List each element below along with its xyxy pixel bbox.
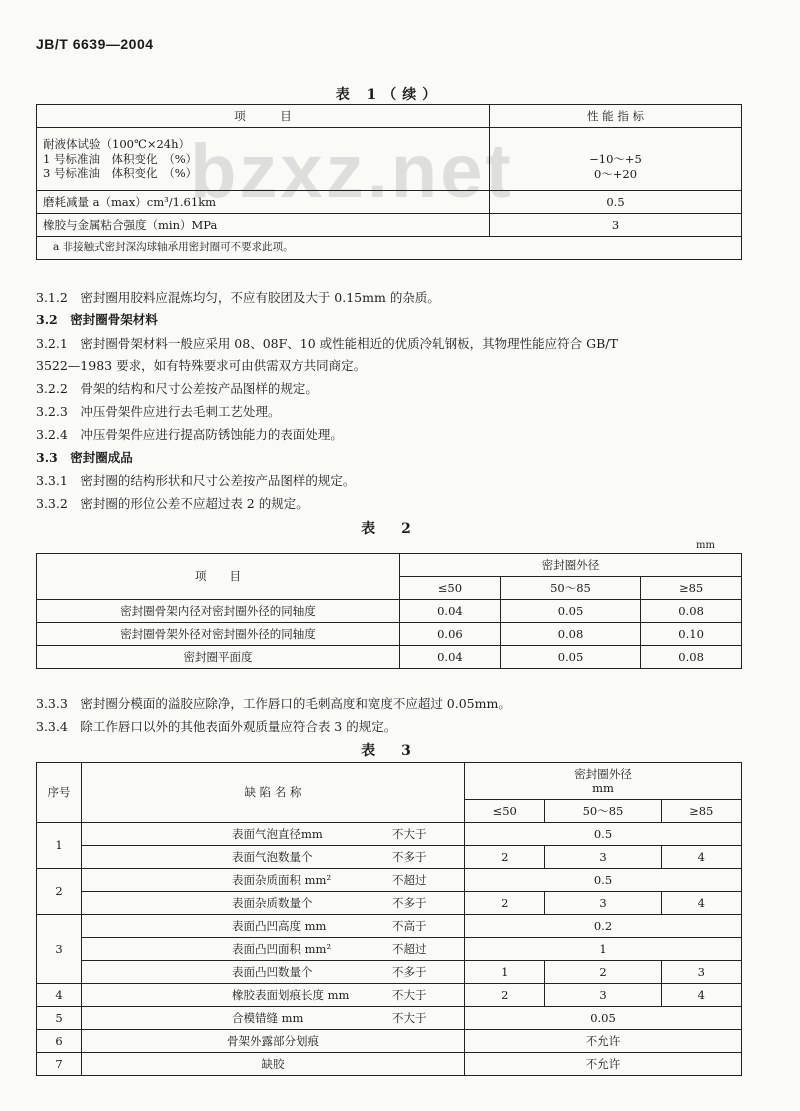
table3-subcol: ≥85 bbox=[661, 800, 741, 823]
table3-no: 3 bbox=[37, 915, 82, 984]
table2-cell: 0.05 bbox=[500, 646, 640, 669]
table3-cell: 2 bbox=[465, 892, 545, 915]
table1-header-item: 项 目 bbox=[37, 105, 490, 128]
table3-no: 7 bbox=[37, 1053, 82, 1076]
table3-no: 5 bbox=[37, 1007, 82, 1030]
table3-cell: 2 bbox=[545, 961, 661, 984]
table1-row-abrasion: 磨耗减量 a（max）cm³/1.61km bbox=[37, 191, 490, 214]
heading-3-3: 3.3 密封圈成品 bbox=[36, 450, 133, 465]
paragraph-3-1-2: 3.1.2 密封圈用胶料应混炼均匀，不应有胶团及大于 0.15mm 的杂质。 bbox=[36, 290, 440, 305]
paragraph-3-2-3: 3.2.3 冲压骨架件应进行去毛刺工艺处理。 bbox=[36, 404, 281, 419]
table3-defect: 缺胶 bbox=[82, 1053, 465, 1076]
table3-cell: 4 bbox=[661, 846, 741, 869]
table3-defect: 骨架外露部分划痕 bbox=[82, 1030, 465, 1053]
table2-cell: 0.04 bbox=[400, 600, 501, 623]
table3-subcol: ≤50 bbox=[465, 800, 545, 823]
paragraph-3-3-1: 3.3.1 密封圈的结构形状和尺寸公差按产品图样的规定。 bbox=[36, 473, 356, 488]
table2-header-group: 密封圈外径 bbox=[400, 554, 742, 577]
table3-header-group-label: 密封圈外径 bbox=[574, 766, 632, 781]
paragraph-3-3-2: 3.3.2 密封圈的形位公差不应超过表 2 的规定。 bbox=[36, 496, 309, 511]
table3-header-no: 序号 bbox=[37, 763, 82, 823]
table1-caption: 表 1（续） bbox=[335, 87, 443, 103]
table3-caption: 表 3 bbox=[361, 743, 417, 759]
standard-code-header: JB/T 6639—2004 bbox=[36, 36, 154, 52]
watermark: bzxz.net bbox=[190, 129, 514, 214]
table3-no: 4 bbox=[37, 984, 82, 1007]
paragraph-3-2-1-cont: 3522—1983 要求，如有特殊要求可由供需双方共同商定。 bbox=[36, 358, 367, 373]
table3-defect: 表面凸凹数量个 不多于 bbox=[82, 961, 465, 984]
table3-cell: 1 bbox=[465, 961, 545, 984]
table3-cell: 3 bbox=[545, 892, 661, 915]
table3-defect: 表面凸凹高度 mm 不高于 bbox=[82, 915, 465, 938]
table2-subcol: ≤50 bbox=[400, 577, 501, 600]
table2-cell: 0.04 bbox=[400, 646, 501, 669]
table1-value: 0～+20 bbox=[593, 166, 638, 181]
table1-row-adhesion: 橡胶与金属粘合强度（min）MPa bbox=[37, 214, 490, 237]
table3-value-span: 不允许 bbox=[465, 1030, 742, 1053]
paragraph-3-2-4: 3.2.4 冲压骨架件应进行提高防锈蚀能力的表面处理。 bbox=[36, 427, 343, 442]
table3-cell: 2 bbox=[465, 984, 545, 1007]
table2-caption: 表 2 bbox=[361, 521, 417, 537]
table1-row-fluid-line: 1 号标准油 体积变化 （%） bbox=[43, 151, 198, 166]
table3-value-span: 0.5 bbox=[465, 823, 742, 846]
table2-cell: 0.05 bbox=[500, 600, 640, 623]
table3-cell: 3 bbox=[661, 961, 741, 984]
table3 bbox=[36, 762, 742, 1076]
table1-row-fluid-test bbox=[37, 128, 490, 191]
table2-header-item: 项 目 bbox=[37, 554, 400, 600]
table3-defect: 表面气泡直径mm 不大于 bbox=[82, 823, 465, 846]
table1-value: 3 bbox=[490, 214, 742, 237]
paragraph-3-2-1: 3.2.1 密封圈骨架材料一般应采用 08、08F、10 或性能相近的优质冷轧钢板，其物理性能应符合 GB/T bbox=[36, 336, 618, 351]
table3-defect: 合模错缝 mm 不大于 bbox=[82, 1007, 465, 1030]
table1-header-value: 性 能 指 标 bbox=[490, 105, 742, 128]
paragraph-3-3-3: 3.3.3 密封圈分模面的溢胶应除净，工作唇口的毛刺高度和宽度不应超过 0.05mm。 bbox=[36, 696, 511, 711]
table3-value-span: 0.2 bbox=[465, 915, 742, 938]
table3-defect: 表面杂质数量个 不多于 bbox=[82, 892, 465, 915]
table1-value: −10～+5 bbox=[589, 152, 642, 167]
table3-defect: 橡胶表面划痕长度 mm 不大于 bbox=[82, 984, 465, 1007]
paragraph-3-2-2: 3.2.2 骨架的结构和尺寸公差按产品图样的规定。 bbox=[36, 381, 318, 396]
table3-value-span: 1 bbox=[465, 938, 742, 961]
table3-cell: 3 bbox=[545, 984, 661, 1007]
table2-row-name: 密封圈平面度 bbox=[37, 646, 400, 669]
table3-no: 1 bbox=[37, 823, 82, 869]
table3-value-span: 不允许 bbox=[465, 1053, 742, 1076]
table3-value-span: 0.05 bbox=[465, 1007, 742, 1030]
table3-subcol: 50～85 bbox=[545, 800, 661, 823]
table1-value: 0.5 bbox=[490, 191, 742, 214]
table3-header-group bbox=[465, 763, 742, 800]
table2-unit: mm bbox=[696, 540, 715, 551]
table3-cell: 2 bbox=[465, 846, 545, 869]
table2-cell: 0.10 bbox=[641, 623, 742, 646]
heading-3-2: 3.2 密封圈骨架材料 bbox=[36, 312, 158, 327]
table3-cell: 4 bbox=[661, 984, 741, 1007]
table3-no: 6 bbox=[37, 1030, 82, 1053]
table2-row-name: 密封圈骨架外径对密封圈外径的同轴度 bbox=[37, 623, 400, 646]
table3-value-span: 0.5 bbox=[465, 869, 742, 892]
table1-row-fluid-line: 3 号标准油 体积变化 （%） bbox=[43, 166, 198, 181]
table3-defect: 表面杂质面积 mm² 不超过 bbox=[82, 869, 465, 892]
table3-header-group-unit: mm bbox=[592, 781, 614, 795]
table3-defect: 表面气泡数量个 不多于 bbox=[82, 846, 465, 869]
table1-row-fluid-values bbox=[490, 128, 742, 191]
table3-no: 2 bbox=[37, 869, 82, 915]
table2-subcol: ≥85 bbox=[641, 577, 742, 600]
table3-header-defect: 缺 陷 名 称 bbox=[82, 763, 465, 823]
table3-defect: 表面凸凹面积 mm² 不超过 bbox=[82, 938, 465, 961]
table1-row-fluid-line: 耐液体试验（100℃×24h） bbox=[43, 137, 190, 152]
table2-cell: 0.08 bbox=[641, 646, 742, 669]
table2-row-name: 密封圈骨架内径对密封圈外径的同轴度 bbox=[37, 600, 400, 623]
table3-cell: 4 bbox=[661, 892, 741, 915]
table1 bbox=[36, 104, 742, 260]
table2-cell: 0.08 bbox=[500, 623, 640, 646]
table2-cell: 0.06 bbox=[400, 623, 501, 646]
table3-cell: 3 bbox=[545, 846, 661, 869]
paragraph-3-3-4: 3.3.4 除工作唇口以外的其他表面外观质量应符合表 3 的规定。 bbox=[36, 719, 397, 734]
table1-footnote: a 非接触式密封深沟球轴承用密封圈可不要求此项。 bbox=[37, 237, 742, 260]
table2-cell: 0.08 bbox=[641, 600, 742, 623]
table2 bbox=[36, 553, 742, 669]
table2-subcol: 50～85 bbox=[500, 577, 640, 600]
